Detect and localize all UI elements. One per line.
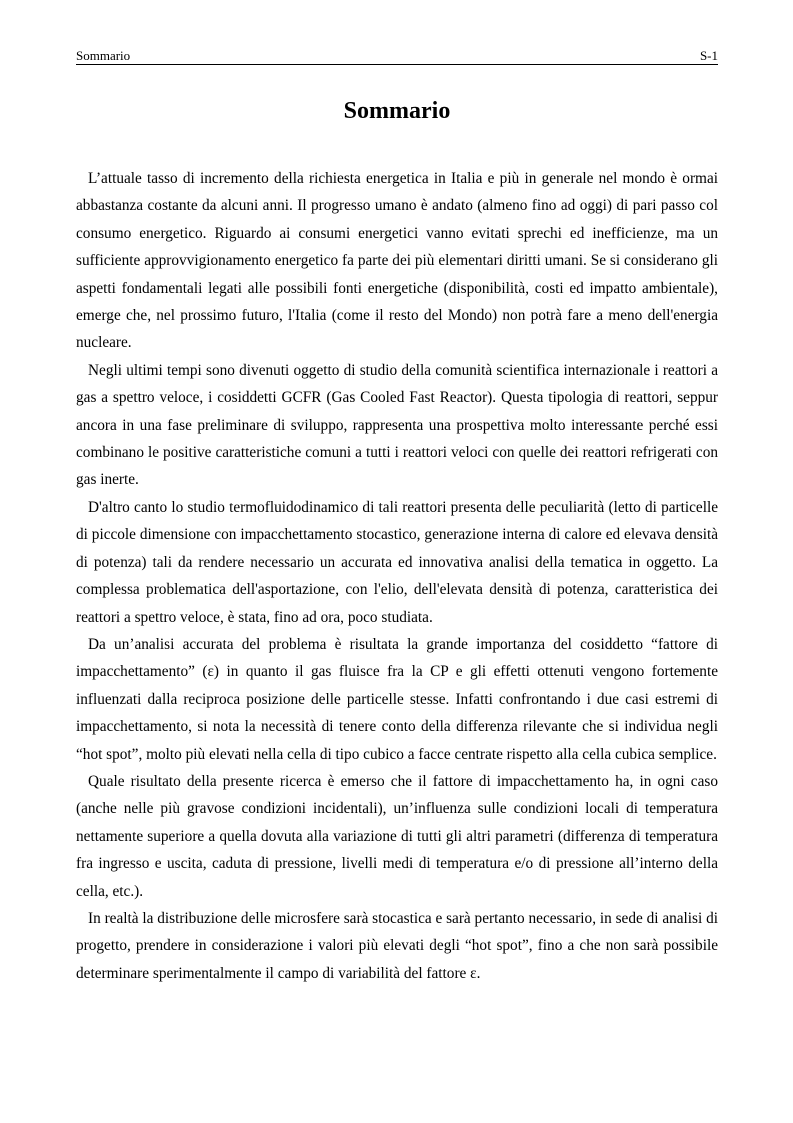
page-number: S-1 <box>699 48 718 63</box>
paragraph-4: Da un’analisi accurata del problema è risultata la grande importanza del cosiddetto “fattore di impacchettamento” (ε) in quanto il gas fluisce fra la CP e gli effetti ottenuti vengono fortemente influenzati dalla reciproca posizione delle particelle stesse. Infatti confrontando i due casi estremi di impacchettamento, si nota la necessità di tenere conto della differenza rilevante che si individua negli “hot spot”, molto più elevati nella cella di tipo cubico a facce centrate rispetto alla cella cubica semplice. <box>76 635 718 763</box>
running-header-section: Sommario <box>76 48 131 63</box>
paragraph-5: Quale risultato della presente ricerca è emerso che il fattore di impacchettamento ha, in ogni caso (anche nelle più gravose condizioni incidentali), un’influenza sulle condizioni locali di temperatura nettamente superiore a quella dovuta alla variazione di tutti gli altri parametri (differenza di temperatura fra ingresso e uscita, caduta di pressione, livelli medi di temperatura e/o di pressione all’interno della cella, etc.). <box>76 772 718 900</box>
body-text <box>76 165 718 987</box>
paragraph-1: L’attuale tasso di incremento della richiesta energetica in Italia e più in generale nel mondo è ormai abbastanza costante da alcuni anni. Il progresso umano è andato (almeno fino ad oggi) di pari passo col consumo energetico. Riguardo ai consumi energetici vanno evitati sprechi ed inefficienze, ma un sufficiente approvvigionamento energetico fa parte dei più elementari diritti umani. Se si considerano gli aspetti fondamentali legati alle possibili fonti energetiche (disponibilità, costi ed impatto ambientale), emerge che, nel prossimo futuro, l'Italia (come il resto del Mondo) non potrà fare a meno dell'energia nucleare. <box>76 170 718 352</box>
page-title: Sommario <box>343 98 451 124</box>
paragraph-2: Negli ultimi tempi sono divenuti oggetto di studio della comunità scientifica internazionale i reattori a gas a spettro veloce, i cosiddetti GCFR (Gas Cooled Fast Reactor). Questa tipologia di reattori, seppur ancora in una fase preliminare di sviluppo, rappresenta una prospettiva molto interessante perché essi combinano le positive caratteristiche comuni a tutti i reattori veloci con quelle dei reattori refrigerati con gas inerte. <box>76 361 718 489</box>
paragraph-3: D'altro canto lo studio termofluidodinamico di tali reattori presenta delle peculiarità (letto di particelle di piccole dimensione con impacchettamento stocastico, generazione interna di calore ed elevava densità di potenza) tali da rendere necessario un accurata ed innovativa analisi della tematica in oggetto. La complessa problematica dell'asportazione, con l'elio, dell'elevata densità di potenza, caratteristica dei reattori a spettro veloce, è stata, fino ad ora, poco studiata. <box>76 498 718 626</box>
running-header <box>76 48 718 65</box>
paragraph-6: In realtà la distribuzione delle microsfere sarà stocastica e sarà pertanto necessario, in sede di analisi di progetto, prendere in considerazione i valori più elevati degli “hot spot”, fino a che non sarà possibile determinare sperimentalmente il campo di variabilità del fattore ε. <box>76 909 718 982</box>
